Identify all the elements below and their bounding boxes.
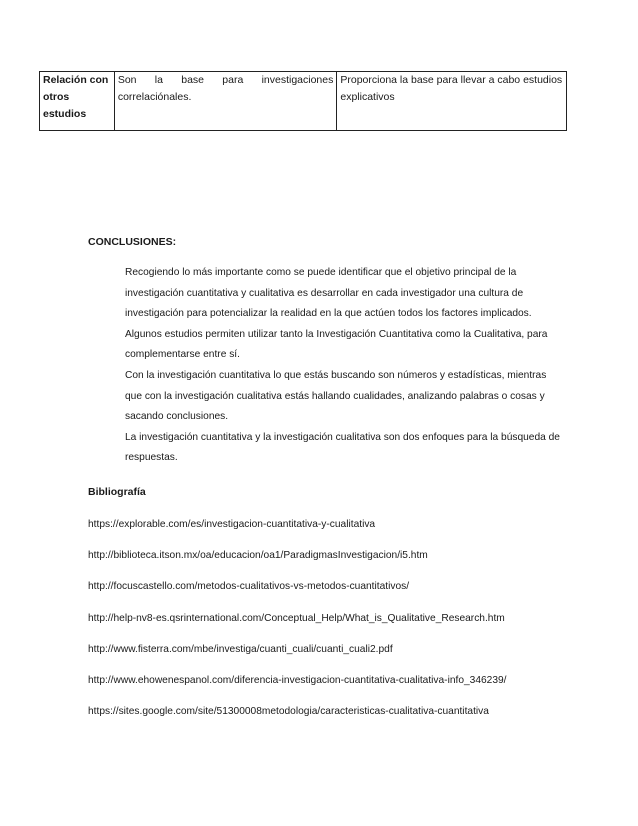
bibliography-link[interactable]: http://www.fisterra.com/mbe/investiga/cuanti_cuali/cuanti_cuali2.pdf bbox=[88, 643, 393, 655]
bibliography-link[interactable]: http://help-nv8-es.qsrinternational.com/Conceptual_Help/What_is_Qualitative_Research.htm bbox=[88, 612, 505, 624]
row-label: Relación con otros estudios bbox=[43, 74, 109, 120]
quantitative-text-first: Son la base para investigaciones bbox=[117, 74, 334, 86]
conclusion-paragraph: La investigación cuantitativa y la investigación cualitativa son dos enfoques para la búsqueda de respuestas. bbox=[125, 431, 560, 464]
table-row bbox=[40, 72, 567, 131]
conclusions-body bbox=[125, 263, 565, 469]
bibliography-heading: Bibliografía bbox=[88, 486, 146, 498]
conclusion-paragraph: Con la investigación cuantitativa lo que estás buscando son números y estadísticas, mientras que con la investigación cualitativa estás hallando cualidades, analizando palabras o cosas y sacando conclusiones. bbox=[125, 369, 547, 423]
conclusions-heading: CONCLUSIONES: bbox=[88, 236, 177, 248]
qualitative-cell bbox=[337, 72, 567, 131]
conclusion-paragraph: Algunos estudios permiten utilizar tanto la Investigación Cuantitativa como la Cualitativa, para complementarse entre sí. bbox=[125, 328, 548, 361]
bibliography-link[interactable]: http://www.ehowenespanol.com/diferencia-investigacion-cuantitativa-cualitativa-info_346239/ bbox=[88, 674, 507, 686]
quantitative-cell bbox=[114, 72, 337, 131]
qualitative-text: Proporciona la base para llevar a cabo estudios explicativos bbox=[340, 74, 563, 103]
comparison-table bbox=[39, 71, 567, 131]
row-label-cell bbox=[40, 72, 115, 131]
bibliography-link[interactable]: http://focuscastello.com/metodos-cualitativos-vs-metodos-cuantitativos/ bbox=[88, 581, 410, 593]
bibliography-list bbox=[88, 518, 588, 736]
bibliography-link[interactable]: http://biblioteca.itson.mx/oa/educacion/oa1/ParadigmasInvestigacion/i5.htm bbox=[88, 550, 428, 562]
bibliography-link[interactable]: https://sites.google.com/site/51300008metodologia/caracteristicas-cualitativa-cuantitativa bbox=[88, 706, 489, 718]
conclusion-paragraph: Recogiendo lo más importante como se puede identificar que el objetivo principal de la investigación cuantitativa y cualitativa es desarrollar en cada investigador una cultura de investigación para potencializar la realidad en la que actúen todos los factores implicados. bbox=[125, 267, 532, 320]
bibliography-link[interactable]: https://explorable.com/es/investigacion-cuantitativa-y-cualitativa bbox=[88, 519, 376, 530]
quantitative-text-rest: correlaciónales. bbox=[117, 91, 192, 103]
